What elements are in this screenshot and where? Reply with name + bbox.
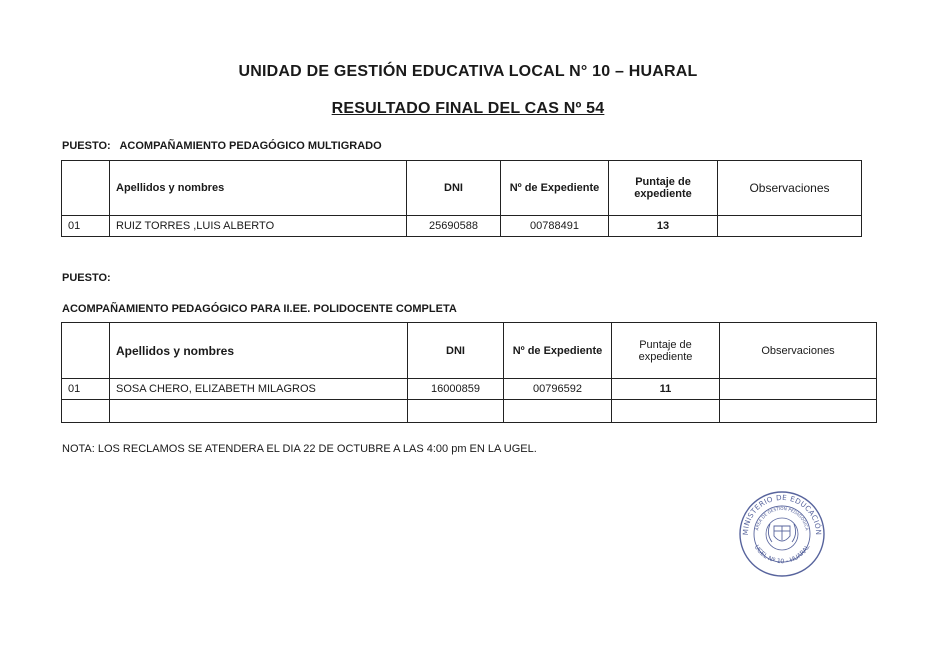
table-header-row xyxy=(62,161,862,216)
official-stamp xyxy=(738,490,826,578)
section1-puesto xyxy=(62,140,382,152)
stamp-inner-text: ÁREA DE GESTIÓN PEDAGÓGICA xyxy=(754,505,810,531)
table-row-empty xyxy=(62,400,877,423)
cell-observaciones xyxy=(720,379,877,400)
header-cell-expediente: Nº de Expediente xyxy=(501,161,609,216)
cell-dni: 16000859 xyxy=(408,379,504,400)
puesto-value: ACOMPAÑAMIENTO PEDAGÓGICO MULTIGRADO xyxy=(119,140,382,152)
cell-observaciones xyxy=(718,216,862,237)
cell-empty xyxy=(110,400,408,423)
header-cell-puntaje: Puntaje de expediente xyxy=(612,323,720,379)
puesto-label: PUESTO: xyxy=(62,140,111,152)
header-cell-observaciones: Observaciones xyxy=(720,323,877,379)
results-table-2 xyxy=(61,322,877,423)
cell-puntaje: 11 xyxy=(612,379,720,400)
header-cell-num xyxy=(62,323,110,379)
cell-num: 01 xyxy=(62,216,110,237)
header-cell-num xyxy=(62,161,110,216)
note-text: NOTA: LOS RECLAMOS SE ATENDERA EL DIA 22 DE OCTUBRE A LAS 4:00 pm EN LA UGEL. xyxy=(62,443,537,455)
table-header-row xyxy=(62,323,877,379)
header-cell-observaciones: Observaciones xyxy=(718,161,862,216)
header-cell-dni: DNI xyxy=(407,161,501,216)
document-title: UNIDAD DE GESTIÓN EDUCATIVA LOCAL N° 10 – HUARAL xyxy=(238,63,698,80)
cell-empty xyxy=(612,400,720,423)
coat-of-arms-icon xyxy=(768,524,795,542)
cell-puntaje: 13 xyxy=(609,216,718,237)
header-cell-dni: DNI xyxy=(408,323,504,379)
cell-empty xyxy=(62,400,110,423)
header-cell-name: Apellidos y nombres xyxy=(110,323,408,379)
header-cell-name: Apellidos y nombres xyxy=(110,161,407,216)
header-cell-puntaje: Puntaje de expediente xyxy=(609,161,718,216)
results-table-1 xyxy=(61,160,862,237)
svg-text:UGEL Nº 10 - HUARAL xyxy=(753,543,812,565)
cell-name: SOSA CHERO, ELIZABETH MILAGROS xyxy=(110,379,408,400)
stamp-outer-text: MINISTERIO DE EDUCACIÓN xyxy=(740,492,824,536)
header-cell-expediente: Nº de Expediente xyxy=(504,323,612,379)
cell-empty xyxy=(408,400,504,423)
cell-dni: 25690588 xyxy=(407,216,501,237)
section2-puesto-value: ACOMPAÑAMIENTO PEDAGÓGICO PARA II.EE. POLIDOCENTE COMPLETA xyxy=(62,303,457,315)
cell-expediente: 00788491 xyxy=(501,216,609,237)
stamp-bottom-text: UGEL Nº 10 - HUARAL xyxy=(752,543,812,566)
table-row xyxy=(62,379,877,400)
cell-expediente: 00796592 xyxy=(504,379,612,400)
cell-empty xyxy=(720,400,877,423)
cell-num: 01 xyxy=(62,379,110,400)
cell-name: RUIZ TORRES ,LUIS ALBERTO xyxy=(110,216,407,237)
cell-empty xyxy=(504,400,612,423)
document-subtitle: RESULTADO FINAL DEL CAS Nº 54 xyxy=(331,100,605,117)
table-row xyxy=(62,216,862,237)
section2-puesto-label: PUESTO: xyxy=(62,272,111,284)
